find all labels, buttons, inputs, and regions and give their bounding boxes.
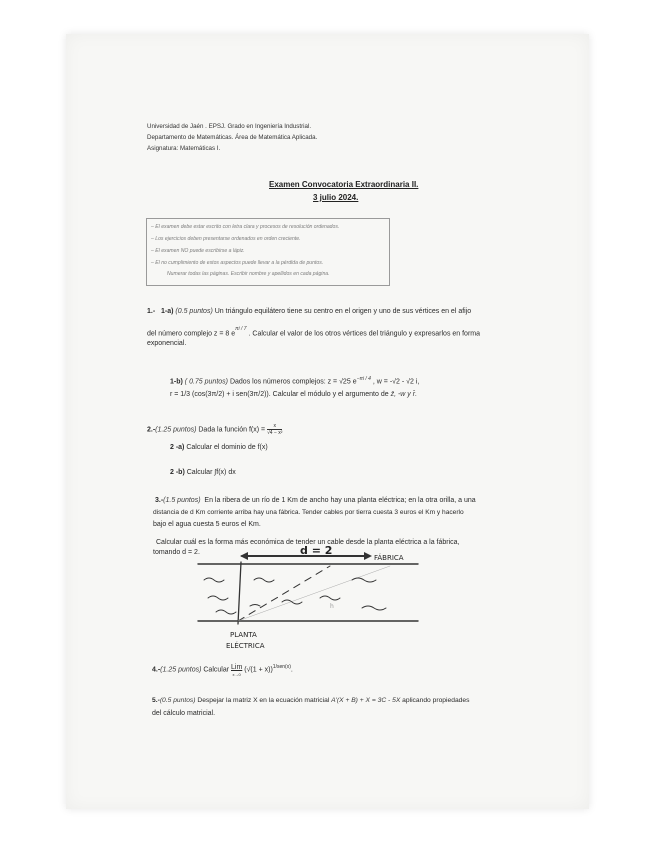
exam-title: Examen Convocatoria Extraordinaria II. bbox=[269, 180, 419, 189]
exponent: πi / 7 bbox=[235, 326, 247, 332]
question-1a-line2 bbox=[147, 328, 480, 337]
exam-paper bbox=[66, 34, 589, 809]
question-text: aplicando propiedades bbox=[402, 697, 470, 704]
wave-mark bbox=[282, 600, 302, 604]
question-2b bbox=[170, 469, 236, 476]
question-1b bbox=[170, 376, 419, 385]
factory-label: FÁBRICA bbox=[374, 554, 404, 562]
cable-path-alt bbox=[238, 566, 390, 621]
question-text: , w = - bbox=[372, 378, 393, 386]
math-expression: √2 - √2 i, bbox=[392, 378, 420, 386]
fraction bbox=[267, 423, 282, 436]
points: (0.5 puntos) bbox=[175, 308, 213, 315]
question-text: Calcular ∫f(x) dx bbox=[186, 469, 236, 476]
part-label: 2 -a) bbox=[170, 444, 185, 451]
question-5-line2: del cálculo matricial. bbox=[152, 710, 216, 717]
part-label: 1-b) bbox=[170, 378, 183, 386]
question-number: 1.- bbox=[147, 308, 156, 315]
rule-item: – El no cumplimiento de estos aspectos puede llevar a la pérdida de puntos. bbox=[151, 260, 324, 266]
question-5 bbox=[152, 697, 469, 704]
punctuation: . bbox=[290, 666, 293, 674]
perpendicular-line bbox=[238, 562, 241, 624]
question-number: 3.- bbox=[155, 497, 164, 504]
header-subject: Asignatura: Matemáticas I. bbox=[147, 145, 221, 152]
wave-mark bbox=[254, 578, 274, 582]
rule-item: – El examen debe estar escrito con letra clara y procesos de resolución ordenados. bbox=[151, 224, 340, 230]
exponent: 1/sen(x) bbox=[272, 664, 291, 670]
header-department: Departamento de Matemáticas. Área de Matemática Aplicada. bbox=[147, 134, 318, 141]
matrix-equation: A'(X + B) + X = 3C - 5X bbox=[331, 697, 401, 704]
question-3 bbox=[155, 497, 476, 504]
question-text: . Calcular el valor de los otros vértices del triángulo y expresarlos en forma bbox=[248, 330, 481, 338]
math-expression: (√(1 + x)) bbox=[244, 666, 273, 674]
wave-mark bbox=[208, 596, 228, 600]
question-number: 2.- bbox=[147, 426, 156, 434]
wave-mark bbox=[362, 606, 386, 610]
math-expression: r = 1/3 bbox=[170, 391, 191, 398]
wave-mark bbox=[352, 578, 376, 582]
question-2 bbox=[147, 423, 282, 436]
math-expression: e bbox=[352, 378, 357, 386]
exponent: −πi / 4 bbox=[356, 376, 371, 382]
arrow-head-right bbox=[364, 552, 372, 560]
question-text: del número complejo z = 8 e bbox=[147, 330, 236, 338]
question-text: Calcular el módulo y el argumento de bbox=[272, 391, 389, 398]
limit-subscript: x→0 bbox=[232, 672, 241, 677]
question-4 bbox=[152, 664, 293, 678]
question-text: Calcular el dominio de f(x) bbox=[186, 444, 268, 451]
question-1b-line2 bbox=[170, 391, 417, 398]
question-number: 4.- bbox=[152, 666, 161, 674]
points: (1.25 puntos) bbox=[155, 426, 197, 434]
limit bbox=[231, 664, 242, 678]
math-expression: (cos(3π/2) + i sen(3π/2)). bbox=[192, 391, 271, 398]
question-3-line4: Calcular cuál es la forma más económica de tender un cable desde la planta eléctrica a la fábrica, bbox=[156, 539, 460, 546]
question-text: Dada la función f(x) = bbox=[198, 426, 266, 434]
question-3-line5: tomando d = 2. bbox=[153, 549, 200, 556]
wave-mark bbox=[216, 610, 236, 614]
math-expression: z̄, -w y r̄. bbox=[390, 391, 418, 398]
points: (1.25 puntos) bbox=[160, 666, 202, 674]
instructions-box bbox=[146, 218, 390, 286]
question-text: En la ribera de un río de 1 Km de ancho hay una planta eléctrica; en la otra orilla, a una bbox=[204, 497, 476, 504]
arrow-head-left bbox=[240, 552, 248, 560]
numerator: x bbox=[267, 423, 282, 430]
part-label: 2 -b) bbox=[170, 469, 185, 476]
plant-label-line1: PLANTA bbox=[230, 631, 257, 639]
wave-mark bbox=[320, 596, 340, 600]
points: (1.5 puntos) bbox=[163, 497, 201, 504]
limit-operator: Lim bbox=[231, 664, 243, 671]
header-university: Universidad de Jaén . EPSJ. Grado en Ingeniería Industrial. bbox=[147, 123, 312, 130]
question-number: 5.- bbox=[152, 697, 160, 704]
math-expression: √25 bbox=[339, 378, 351, 386]
question-text: Despejar la matriz X en la ecuación matricial bbox=[197, 697, 330, 704]
rule-item: – El examen NO puede escribirse a lápiz. bbox=[151, 248, 245, 254]
cable-path bbox=[238, 566, 330, 621]
exam-date: 3 julio 2024. bbox=[313, 193, 359, 202]
question-2a bbox=[170, 444, 268, 451]
question-text: Un triángulo equilátero tiene su centro en el origen y uno de sus vértices en el afijo bbox=[214, 308, 472, 315]
question-3-line3: bajo el agua cuesta 5 euros el Km. bbox=[153, 521, 261, 528]
wave-mark bbox=[204, 578, 224, 582]
river-width-mark: h bbox=[330, 603, 334, 610]
question-text: Calcular bbox=[203, 666, 230, 674]
question-1a bbox=[147, 308, 471, 315]
rule-item: – Los ejercicios deben presentarse ordenados en orden creciente. bbox=[151, 236, 301, 242]
points: (0.5 puntos) bbox=[159, 697, 196, 704]
points: ( 0.75 puntos) bbox=[184, 378, 228, 386]
denominator: √4 − x² bbox=[267, 430, 283, 436]
question-1a-line3: exponencial. bbox=[147, 340, 187, 347]
wave-mark bbox=[250, 605, 260, 607]
plant-label-line2: ELÉCTRICA bbox=[226, 642, 265, 650]
question-text: Dados los números complejos: z = bbox=[229, 378, 338, 386]
rule-item: Numerar todas las páginas. Escribir nombre y apellidos en cada página. bbox=[167, 271, 330, 277]
question-3-line2: distancia de d Km corriente arriba hay una fábrica. Tender cables por tierra cuesta 3 euros el Km y hacerlo bbox=[153, 509, 464, 516]
distance-label: d = 2 bbox=[300, 544, 333, 557]
river-diagram bbox=[190, 540, 430, 660]
part-label: 1-a) bbox=[161, 308, 174, 315]
